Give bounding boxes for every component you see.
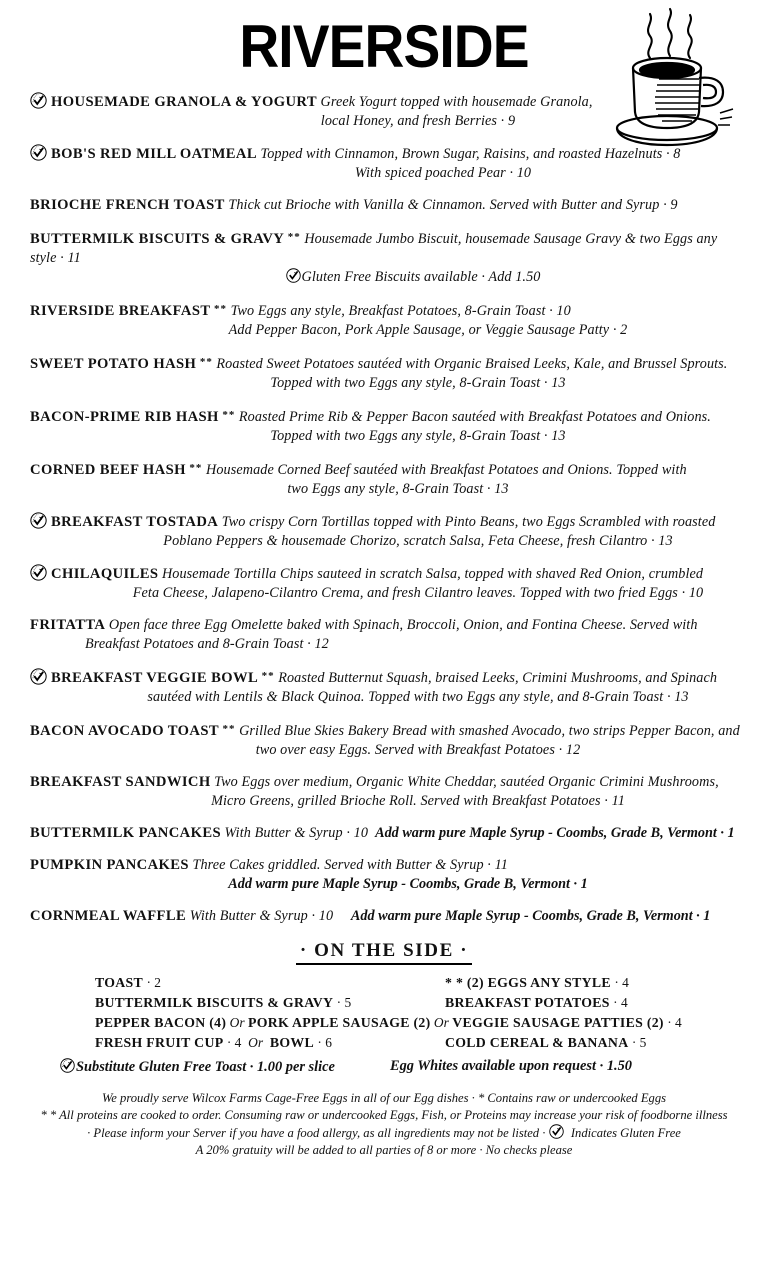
menu-item-name: BACON-PRIME RIB HASH [30, 409, 219, 425]
side-item-price: · 6 [317, 1035, 332, 1050]
menu-item-desc-line: Two Eggs over medium, Organic White Cheddar, sautéed Organic Crimini Mushrooms, [214, 774, 719, 790]
side-item-price: · 4 [613, 995, 628, 1010]
menu-item-desc-line: Three Cakes griddled. Served with Butter & Syrup · 11 [192, 857, 508, 873]
menu-item-name: BREAKFAST SANDWICH [30, 774, 211, 790]
menu-item-desc-line: Housemade Corned Beef sautéed with Breakfast Potatoes and Onions. Topped with [205, 462, 687, 478]
side-item-name: TOAST [95, 975, 144, 990]
gluten-free-note: Gluten Free Biscuits available · Add 1.50 [301, 269, 541, 285]
menu-item-desc-line: Topped with two Eggs any style, 8-Grain Toast · 13 [270, 375, 566, 391]
menu-item [30, 564, 746, 603]
on-the-side-title: · ON THE SIDE · [296, 940, 472, 965]
raw-egg-asterisk: ** [222, 723, 236, 735]
footer-allergy-text: · Please inform your Server if you have a food allergy, as all ingredients may not be listed · [87, 1126, 546, 1140]
raw-egg-asterisk: ** [222, 409, 236, 421]
menu-item-desc-line: Feta Cheese, Jalapeno-Cilantro Crema, and fresh Cilantro leaves. Topped with two fried Eggs · 10 [132, 585, 704, 601]
menu-item-desc-line: Roasted Sweet Potatoes sautéed with Organic Braised Leeks, Kale, and Brussel Sprouts. [216, 356, 728, 372]
side-item-meats [95, 1014, 738, 1032]
side-items-grid [0, 974, 768, 1052]
menu-item-desc-line: Roasted Butternut Squash, braised Leeks, Crimini Mushrooms, and Spinach [278, 670, 718, 686]
menu-item-name: BACON AVOCADO TOAST [30, 723, 219, 739]
side-item-name: BUTTERMILK BISCUITS & GRAVY [95, 995, 334, 1010]
menu-item [30, 856, 746, 894]
menu-item-name: BUTTERMILK PANCAKES [30, 825, 221, 841]
side-item [425, 1034, 738, 1052]
menu-item [30, 720, 746, 760]
gluten-free-icon [30, 512, 47, 529]
menu-item-desc-line: With spiced poached Pear · 10 [354, 165, 532, 181]
side-item [95, 1034, 425, 1052]
menu-items-list [0, 92, 768, 926]
side-item-price: · 5 [631, 1035, 647, 1050]
menu-item-desc-line: two over easy Eggs. Served with Breakfast Potatoes · 12 [255, 742, 581, 758]
menu-item-desc-line: With Butter & Syrup · 10 [224, 825, 369, 841]
menu-item-desc-line: local Honey, and fresh Berries · 9 [320, 113, 516, 129]
gluten-free-icon [286, 268, 301, 283]
menu-item-name: CHILAQUILES [51, 566, 159, 582]
gluten-free-substitute-text: Substitute Gluten Free Toast · 1.00 per slice [76, 1059, 335, 1075]
side-item-or: Or [248, 1035, 264, 1050]
on-the-side-heading [0, 940, 768, 965]
side-item-name: COLD CEREAL & BANANA [445, 1035, 629, 1050]
menu-item-desc-line: sautéed with Lentils & Black Quinoa. Topped with two Eggs any style, and 8-Grain Toast · 13 [147, 689, 689, 705]
menu-header [0, 0, 768, 92]
gluten-free-icon [30, 564, 47, 581]
menu-item-desc-line: two Eggs any style, 8-Grain Toast · 13 [287, 481, 509, 497]
side-item-price: · 4 [667, 1015, 682, 1030]
gluten-free-icon [30, 668, 47, 685]
menu-item-desc-line: Breakfast Potatoes and 8-Grain Toast · 12 [85, 636, 329, 652]
menu-item-desc-line: Greek Yogurt topped with housemade Granola, [320, 94, 593, 110]
side-item [95, 974, 425, 992]
menu-item-desc-line: Topped with two Eggs any style, 8-Grain Toast · 13 [270, 428, 566, 444]
menu-item-addon: Add warm pure Maple Syrup - Coombs, Grade B, Vermont · 1 [375, 825, 735, 841]
menu-item-desc-line: Micro Greens, grilled Brioche Roll. Served with Breakfast Potatoes · 11 [211, 793, 625, 809]
gluten-free-icon [30, 144, 47, 161]
menu-item-name: FRITATTA [30, 617, 106, 633]
menu-footer [0, 1090, 768, 1159]
menu-item-name: HOUSEMADE GRANOLA & YOGURT [51, 94, 317, 110]
side-item-or: Or [229, 1015, 245, 1030]
raw-egg-asterisk: ** [189, 462, 203, 474]
menu-item-name: BUTTERMILK BISCUITS & GRAVY [30, 231, 285, 247]
steaming-coffee-cup-icon [602, 6, 762, 156]
footer-line-gf [0, 1124, 768, 1142]
menu-item [30, 228, 746, 287]
menu-item-desc-line: Roasted Prime Rib & Pepper Bacon sautéed with Breakfast Potatoes and Onions. [238, 409, 711, 425]
menu-item-desc-line: Poblano Peppers & housemade Chorizo, scratch Salsa, Feta Cheese, fresh Cilantro · 13 [163, 533, 673, 549]
footer-line: A 20% gratuity will be added to all parties of 8 or more · No checks please [195, 1143, 573, 1157]
menu-item-desc-line: Housemade Tortilla Chips sauteed in scratch Salsa, topped with shaved Red Onion, crumbled [161, 566, 704, 582]
raw-egg-asterisk: ** [214, 303, 228, 315]
menu-item [30, 512, 746, 551]
gluten-free-icon [30, 92, 47, 109]
raw-egg-asterisk: ** [287, 231, 301, 243]
menu-item-name: BREAKFAST TOSTADA [51, 514, 219, 530]
side-item [425, 974, 738, 992]
gluten-free-substitute-note [60, 1058, 390, 1076]
menu-item [30, 353, 746, 393]
side-item-name: PEPPER BACON (4) [95, 1015, 227, 1030]
side-item-name: BOWL [269, 1035, 314, 1050]
side-item-price: · 4 [226, 1035, 242, 1050]
footer-line: * * All proteins are cooked to order. Consuming raw or undercooked Eggs, Fish, or Proteins may increase your risk of foodborne illness [40, 1108, 728, 1122]
menu-item-desc-line: Add Pepper Bacon, Pork Apple Sausage, or Veggie Sausage Patty · 2 [228, 322, 628, 338]
gluten-free-icon [60, 1058, 75, 1073]
page-title: RIVERSIDE [239, 13, 529, 80]
menu-item-name: CORNED BEEF HASH [30, 462, 186, 478]
side-extras-row [0, 1058, 768, 1076]
menu-item-desc-line: Housemade Jumbo Biscuit, housemade Sausage Gravy & two Eggs any style · 11 [30, 231, 718, 266]
menu-item-addon: Add warm pure Maple Syrup - Coombs, Grade B, Vermont · 1 [350, 908, 711, 924]
menu-item-name: RIVERSIDE BREAKFAST [30, 303, 211, 319]
side-item-name: FRESH FRUIT CUP [95, 1035, 224, 1050]
menu-item-name: BRIOCHE FRENCH TOAST [30, 197, 225, 213]
menu-item-addon: Add warm pure Maple Syrup - Coombs, Grade B, Vermont · 1 [228, 876, 588, 892]
side-item-name: * * (2) EGGS ANY STYLE [445, 975, 611, 990]
gluten-free-icon [549, 1124, 564, 1139]
egg-whites-note: Egg Whites available upon request · 1.50 [390, 1058, 632, 1074]
menu-item-name: BREAKFAST VEGGIE BOWL [51, 670, 259, 686]
menu-item-name: PUMPKIN PANCAKES [30, 857, 189, 873]
menu-item [30, 907, 746, 926]
menu-item-name: SWEET POTATO HASH [30, 356, 197, 372]
footer-line: We proudly serve Wilcox Farms Cage-Free Eggs in all of our Egg dishes · * Contains raw or undercooked Eggs [101, 1091, 667, 1105]
menu-item [30, 406, 746, 446]
menu-item-desc-line: Grilled Blue Skies Bakery Bread with smashed Avocado, two strips Pepper Bacon, and [239, 723, 740, 739]
side-item-name: PORK APPLE SAUSAGE (2) [247, 1015, 431, 1030]
menu-item-name: BOB'S RED MILL OATMEAL [51, 146, 257, 162]
menu-item-desc-line: Two Eggs any style, Breakfast Potatoes, 8-Grain Toast · 10 [230, 303, 571, 319]
menu-item-desc-line: Thick cut Brioche with Vanilla & Cinnamon. Served with Butter and Syrup · 9 [228, 197, 678, 213]
side-item [425, 994, 738, 1012]
menu-item [30, 824, 746, 843]
menu-item [30, 459, 746, 499]
side-item-name: BREAKFAST POTATOES [445, 995, 610, 1010]
side-item [95, 994, 425, 1012]
menu-item-desc-line: Open face three Egg Omelette baked with Spinach, Broccoli, Onion, and Fontina Cheese. Served with [108, 617, 698, 633]
menu-item [30, 667, 746, 707]
menu-item [30, 616, 746, 654]
menu-item [30, 773, 746, 811]
menu-item-desc-line: Two crispy Corn Tortillas topped with Pinto Beans, two Eggs Scrambled with roasted [221, 514, 716, 530]
side-item-or: Or [433, 1015, 449, 1030]
raw-egg-asterisk: ** [261, 670, 275, 682]
menu-item-desc-line: Topped with Cinnamon, Brown Sugar, Raisins, and roasted Hazelnuts · 8 [260, 146, 681, 162]
menu-item [30, 300, 746, 340]
raw-egg-asterisk: ** [199, 356, 213, 368]
menu-item-desc-line: With Butter & Syrup · 10 [189, 908, 334, 924]
menu-item-name: CORNMEAL WAFFLE [30, 908, 187, 924]
footer-gf-legend: Indicates Gluten Free [570, 1126, 681, 1140]
side-item-name: VEGGIE SAUSAGE PATTIES (2) [452, 1015, 664, 1030]
side-item-price: · 5 [336, 995, 352, 1010]
menu-item [30, 196, 746, 215]
side-item-price: · 2 [146, 975, 161, 990]
side-item-price: · 4 [614, 975, 629, 990]
